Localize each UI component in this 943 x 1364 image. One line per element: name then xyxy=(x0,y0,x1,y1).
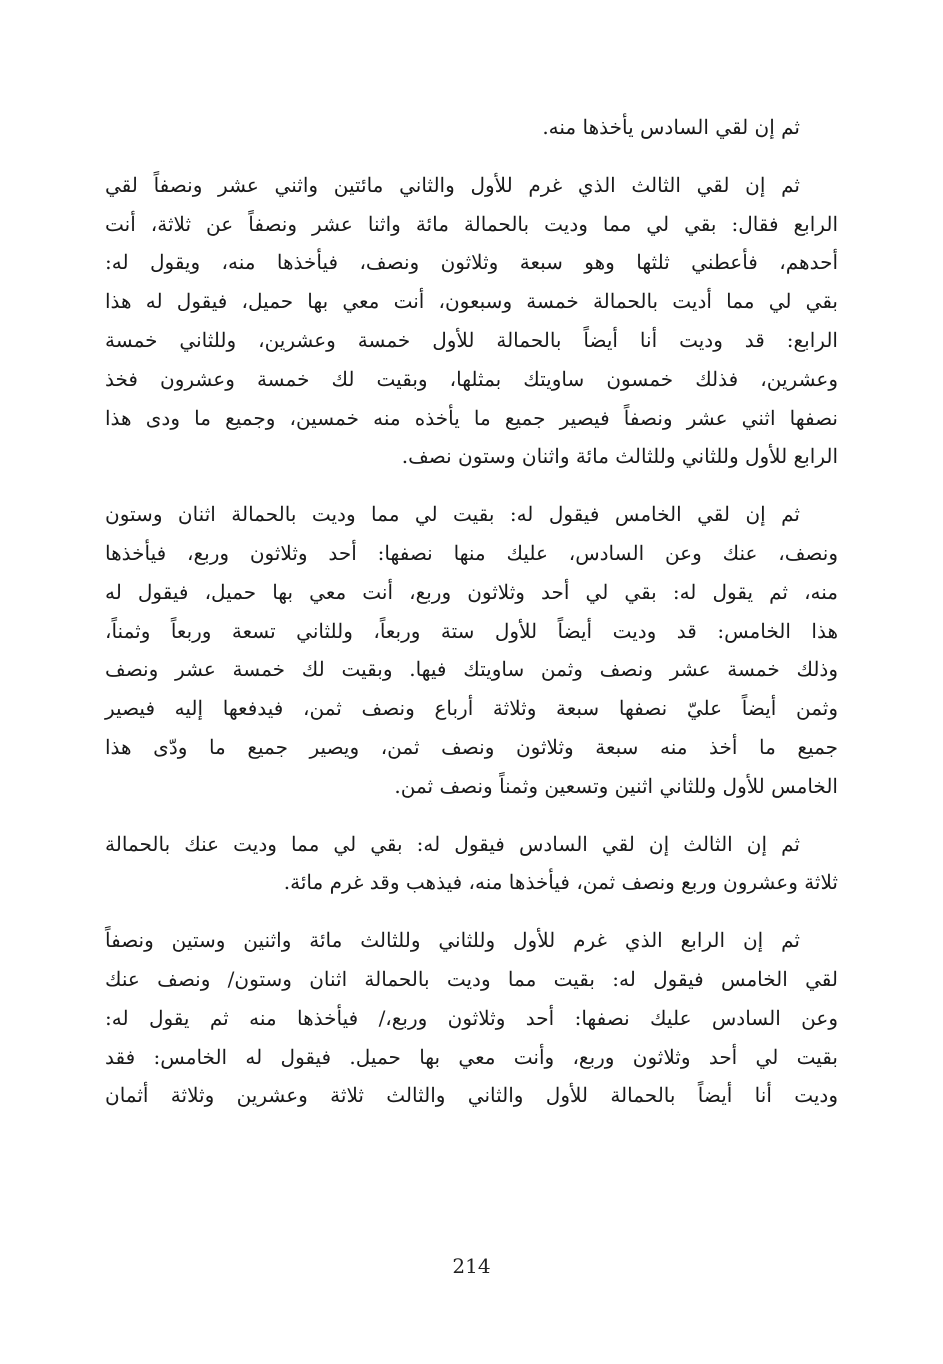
paragraph-2 xyxy=(105,166,838,476)
text-line: الرابع: قد وديت أنا أيضاً بالحمالة للأول خمسة وعشرين، وللثاني خمسة xyxy=(105,327,838,352)
paragraph-5 xyxy=(105,921,838,1115)
text-line: ونصف، عنك وعن السادس، عليك منها نصفها: أحد وثلاثون وربع، فيأخذها xyxy=(105,540,838,565)
text-line: الخامس للأول وللثاني اثنين وتسعين وثمناً ونصف ثمن. xyxy=(394,773,838,798)
paragraph-3 xyxy=(105,495,838,805)
text-line: الرابع للأول وللثاني وللثالث مائة واثنان وستون نصف. xyxy=(401,444,838,469)
text-line: ثم إن الثالث إن لقي السادس فيقول له: بقي لي مما وديت عنك بالحمالة xyxy=(105,831,800,856)
text-line: جميع ما أخذ منه سبعة وثلاثون ونصف ثمن، ويصير جميع ما ودّى هذا xyxy=(105,734,838,759)
text-line: بقي لي مما أديت بالحمالة خمسة وسبعون، أنت معي بها حميل، فيقول له هذا xyxy=(105,289,838,314)
page-number: 214 xyxy=(452,1254,491,1278)
text-line: الرابع فقال: بقي لي مما وديت بالحمالة مائة واثنا عشر ونصفاً عن ثلاثة، أنت xyxy=(105,211,838,236)
text-line: وديت أنا أيضاً بالحمالة للأول والثاني والثالث ثلاثة وعشرين وثلاثة أثمان xyxy=(105,1083,838,1108)
text-line: هذا الخامس: قد وديت أيضاً للأول ستة وربعاً، وللثاني تسعة وربعاً وثمناً، xyxy=(105,618,838,643)
text-line: بقيت لي أحد وثلاثون وربع، وأنت معي بها حميل. فيقول له الخامس: فقد xyxy=(105,1044,838,1069)
text-line: ثم إن لقي الثالث الذي غرم للأول والثاني مائتين واثني عشر ونصفاً لقي xyxy=(105,172,800,197)
text-line: منه، ثم يقول له: بقي لي أحد وثلاثون وربع، أنت معي بها حميل، فيقول له xyxy=(105,579,838,604)
text-line: ثم إن لقي السادس يأخذها منه. xyxy=(542,115,800,139)
text-line: وعشرين، فذلك خمسون ساويتك بمثلها، وبقيت لك خمسة وعشرون فخذ xyxy=(105,366,838,391)
text-line: نصفها اثني عشر ونصفاً فيصير جميع ما يأخذه منه خمسين، وجميع ما ودى هذا xyxy=(105,405,838,430)
text-line: وثمن أيضاً عليّ نصفها سبعة وثلاثة أرباع ونصف ثمن، فيدفعها إليه فيصير xyxy=(105,696,838,721)
text-line: أحدهم، فأعطني ثلثها وهو سبعة وثلاثون ونصف، فيأخذها منه، ويقول له: xyxy=(105,250,838,275)
text-line: وعن السادس عليك نصفها: أحد وثلاثون وربع،/ فيأخذها منه ثم يقول له: xyxy=(105,1005,838,1030)
paragraph-4 xyxy=(105,825,838,903)
text-line: ثم إن الرابع الذي غرم للأول وللثاني وللثالث مائة واثنين وستين ونصفاً xyxy=(105,928,800,953)
text-line: ثم إن لقي الخامس فيقول له: بقيت لي مما وديت بالحمالة اثنان وستون xyxy=(105,502,800,527)
paragraph-1 xyxy=(105,108,838,147)
text-line: وذلك خمسة عشر ونصف وثمن ساويتك فيها. وبقيت لك خمسة عشر ونصف xyxy=(105,657,838,682)
body-text xyxy=(105,108,838,1115)
text-line: لقي الخامس فيقول له: بقيت مما وديت بالحمالة اثنان وستون/ ونصف عنك xyxy=(105,966,838,991)
text-line: ثلاثة وعشرون وربع ونصف ثمن، فيأخذها منه، فيذهب وقد غرم مائة. xyxy=(283,870,838,895)
